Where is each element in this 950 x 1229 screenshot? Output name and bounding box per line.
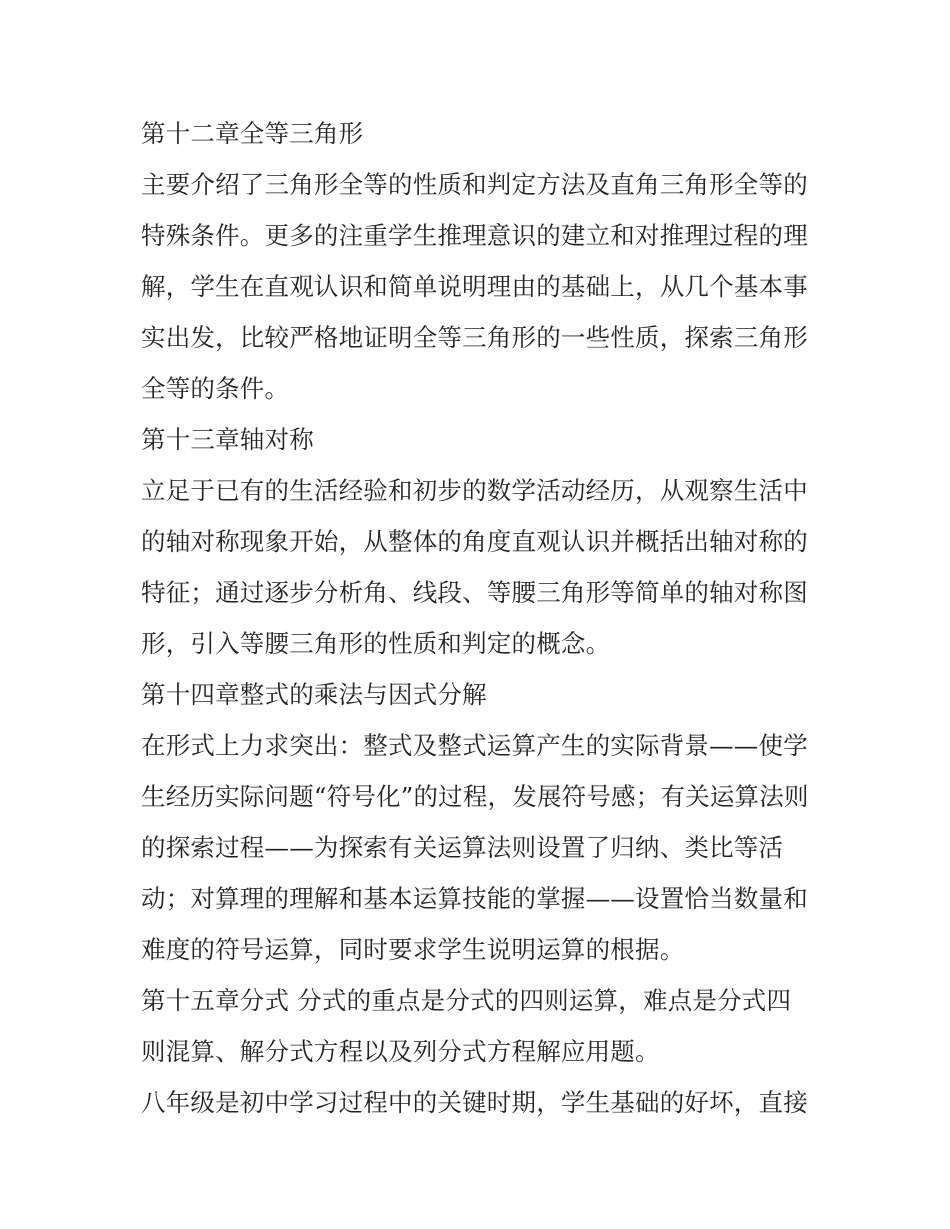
- text-line: 实出发，比较严格地证明全等三角形的一些性质，探索三角形: [141, 323, 808, 352]
- text-line: 主要介绍了三角形全等的性质和判定方法及直角三角形全等的: [141, 170, 808, 199]
- text-line: 解，学生在直观认识和简单说明理由的基础上，从几个基本事: [141, 272, 808, 301]
- chapter-15-paragraph: [141, 975, 821, 1077]
- text-line: 的轴对称现象开始，从整体的角度直观认识并概括出轴对称的: [141, 527, 808, 556]
- text-line: 全等的条件。: [141, 374, 290, 403]
- text-line: 特征；通过逐步分析角、线段、等腰三角形等简单的轴对称图: [141, 578, 808, 607]
- chapter-13-paragraph: [141, 465, 821, 669]
- text-line: 形，引入等腰三角形的性质和判定的概念。: [141, 629, 611, 658]
- document-body: [141, 108, 821, 1128]
- chapter-12-paragraph: [141, 159, 821, 414]
- text-line: 第十二章全等三角形: [141, 119, 364, 148]
- text-line: 立足于已有的生活经验和初步的数学活动经历，从观察生活中: [141, 476, 808, 505]
- closing-paragraph: [141, 1077, 821, 1128]
- text-line: 特殊条件。更多的注重学生推理意识的建立和对推理过程的理: [141, 221, 808, 250]
- text-line: 生经历实际问题“符号化”的过程，发展符号感；有关运算法则: [141, 782, 809, 811]
- chapter-14-paragraph: [141, 720, 821, 975]
- chapter-12-heading: [141, 108, 821, 159]
- text-line: 难度的符号运算，同时要求学生说明运算的根据。: [141, 935, 685, 964]
- chapter-14-heading: [141, 669, 821, 720]
- text-line: 的探索过程——为探索有关运算法则设置了归纳、类比等活: [141, 833, 784, 862]
- text-line: 动；对算理的理解和基本运算技能的掌握——设置恰当数量和: [141, 884, 808, 913]
- text-line: 第十三章轴对称: [141, 425, 314, 454]
- text-line: 第十五章分式 分式的重点是分式的四则运算，难点是分式四: [141, 986, 792, 1015]
- chapter-13-heading: [141, 414, 821, 465]
- text-line: 则混算、解分式方程以及列分式方程解应用题。: [141, 1037, 660, 1066]
- text-line: 第十四章整式的乘法与因式分解: [141, 680, 487, 709]
- text-line: 在形式上力求突出：整式及整式运算产生的实际背景——使学: [141, 731, 808, 760]
- text-line: 八年级是初中学习过程中的关键时期，学生基础的好坏，直接: [141, 1088, 808, 1117]
